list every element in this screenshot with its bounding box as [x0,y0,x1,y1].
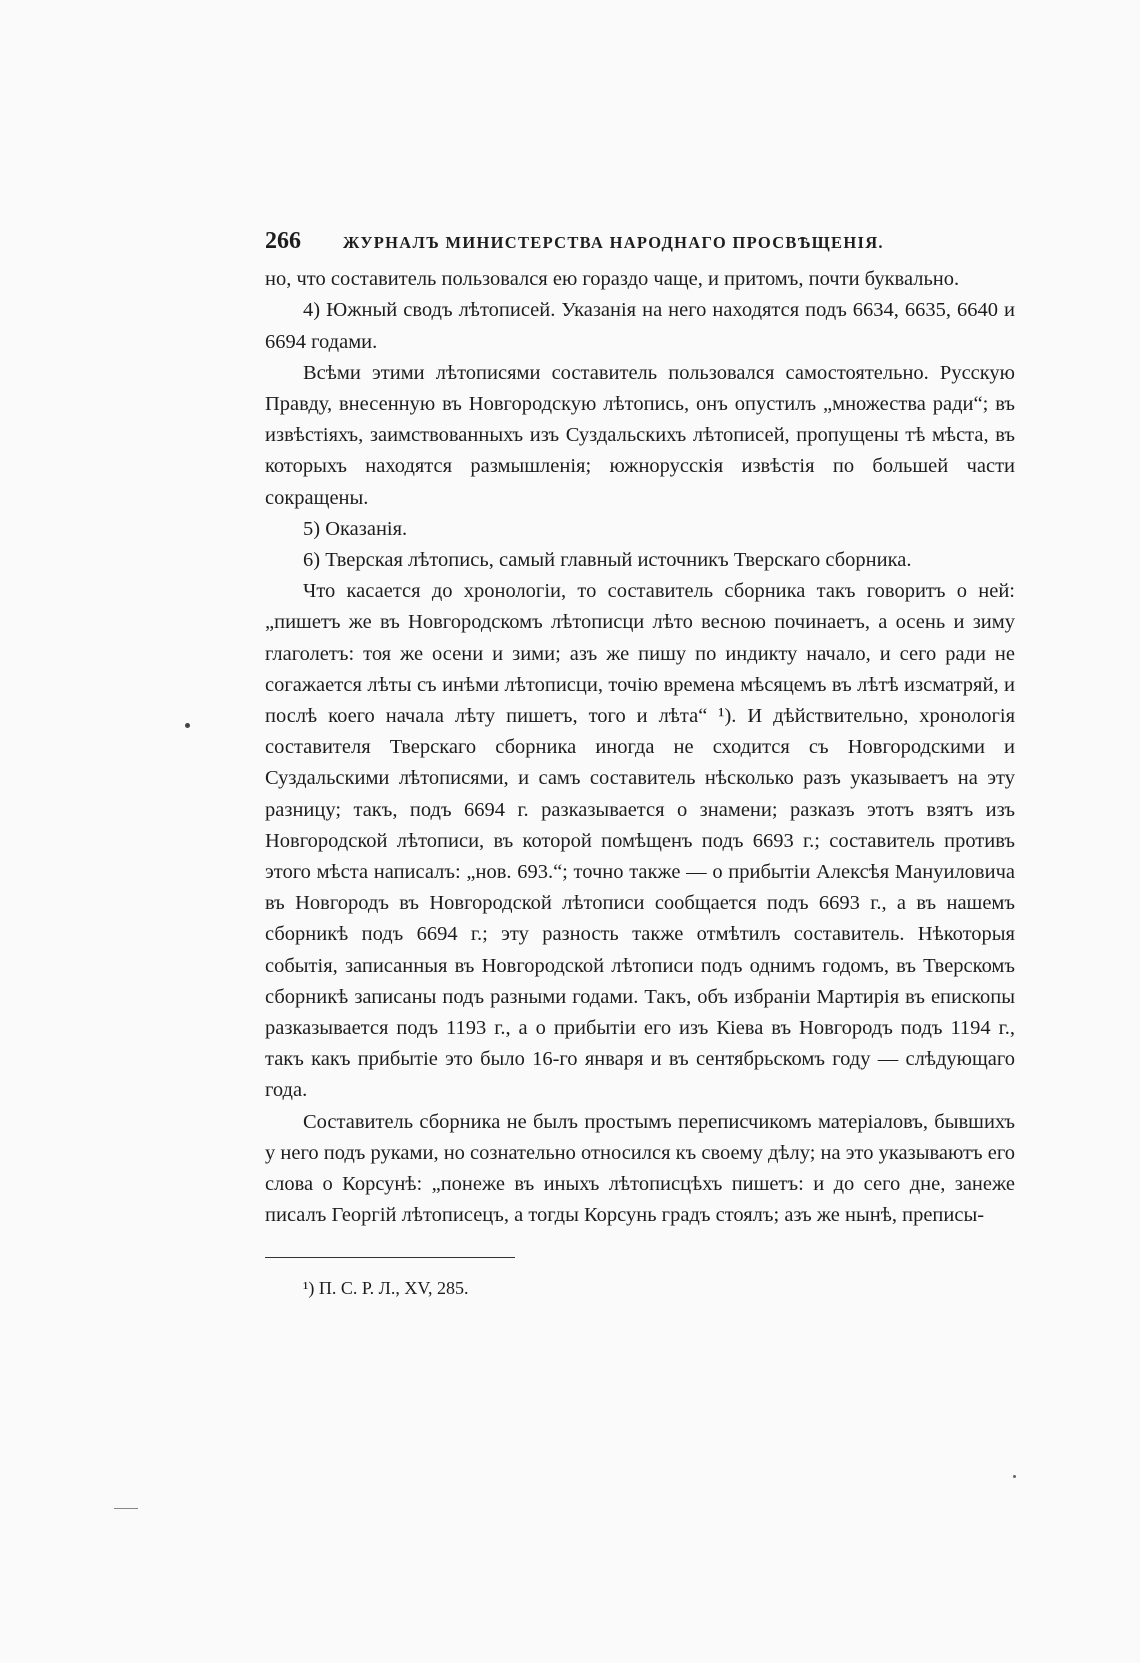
page-content [265,226,1015,1304]
paragraph-south-svod: 4) Южный сводъ лѣтописей. Указанія на него находятся подъ 6634, 6635, 6640 и 6694 годами. [265,299,1015,353]
paragraph-tver-chronicle: 6) Тверская лѣтопись, самый главный источникъ Тверскаго сборника. [303,549,912,572]
page-number: 266 [265,228,301,254]
running-head: ЖУРНАЛЪ МИНИСТЕРСТВА НАРОДНАГО ПРОСВѢЩЕНІЯ. [343,233,884,252]
paragraph-continued: но, что составитель пользовался ею гораздо чаще, и притомъ, почти буквально. [265,268,960,291]
paragraph-chronology: Что касается до хронологіи, то составитель сборника такъ говоритъ о ней: „пишетъ же въ Новгородскомъ лѣтописци лѣто весною починаетъ, а осень и зиму глаголетъ: тоя же осени и зими; азъ же пишу по индикту начало, и сего ради не согажается лѣты съ инѣми лѣтописци, точію времена мѣсяцемъ въ лѣтѣ изсматряй, и послѣ коего начала лѣту пишетъ, того и лѣта“ ¹). И дѣйствительно, хронологія составителя Тверскаго сборника иногда не сходится съ Новгородскими и Суздальскими лѣтописями, и самъ составитель нѣсколько разъ указываетъ на эту разницу; такъ, подъ 6694 г. разказывается о знамени; разказъ этотъ взятъ изъ Новгородской лѣтописи, въ которой помѣщенъ подъ 6693 г.; составитель противъ этого мѣста написалъ: „нов. 693.“; точно также — о прибытіи Алексѣя Мануиловича въ Новгородъ въ Новгородской лѣтописи сообщается подъ 6693 г., а въ нашемъ сборникѣ подъ 6694 г.; эту разность также отмѣтилъ составитель. Нѣкоторыя событія, записанныя въ Новгородской лѣтописи подъ однимъ годомъ, въ Тверскомъ сборникѣ записаны подъ разными годами. Такъ, объ избраніи Мартирія въ епископы разказывается подъ 1193 г., а о прибытіи его изъ Кіева въ Новгородъ подъ 1194 г., такъ какъ прибытіе это было 16-го января и въ сентябрьскомъ году — слѣдующаго года. [265,580,1015,1102]
paragraph-compiler: Составитель сборника не былъ простымъ переписчикомъ матеріаловъ, бывшихъ у него подъ руками, но сознательно относился къ своему дѣлу; на это указываютъ его слова о Корсунѣ: „понеже въ иныхъ лѣтописцѣхъ пишетъ: и до сего дне, занеже писалъ Георгій лѣтописецъ, а тогды Корсунь градъ стоялъ; азъ же нынѣ, преписы- [265,1110,1015,1227]
footnote-rule [265,1257,515,1258]
margin-dot [1013,1475,1016,1478]
paragraph-skazaniya: 5) Оказанія. [303,517,408,540]
margin-mark [185,723,190,728]
margin-dash [114,1508,138,1509]
page-header [265,226,1015,258]
footnote: ¹) П. С. Р. Л., XV, 285. [303,1277,469,1298]
paragraph-sources-usage: Всѣми этими лѣтописями составитель пользовался самостоятельно. Русскую Правду, внесенную въ Новгородскую лѣтопись, онъ опустилъ „множества ради“; въ извѣстіяхъ, заимствованныхъ изъ Суздальскихъ лѣтописей, пропущены тѣ мѣста, въ которыхъ находятся размышленія; южнорусскія извѣстія по большей части сокращены. [265,361,1015,509]
